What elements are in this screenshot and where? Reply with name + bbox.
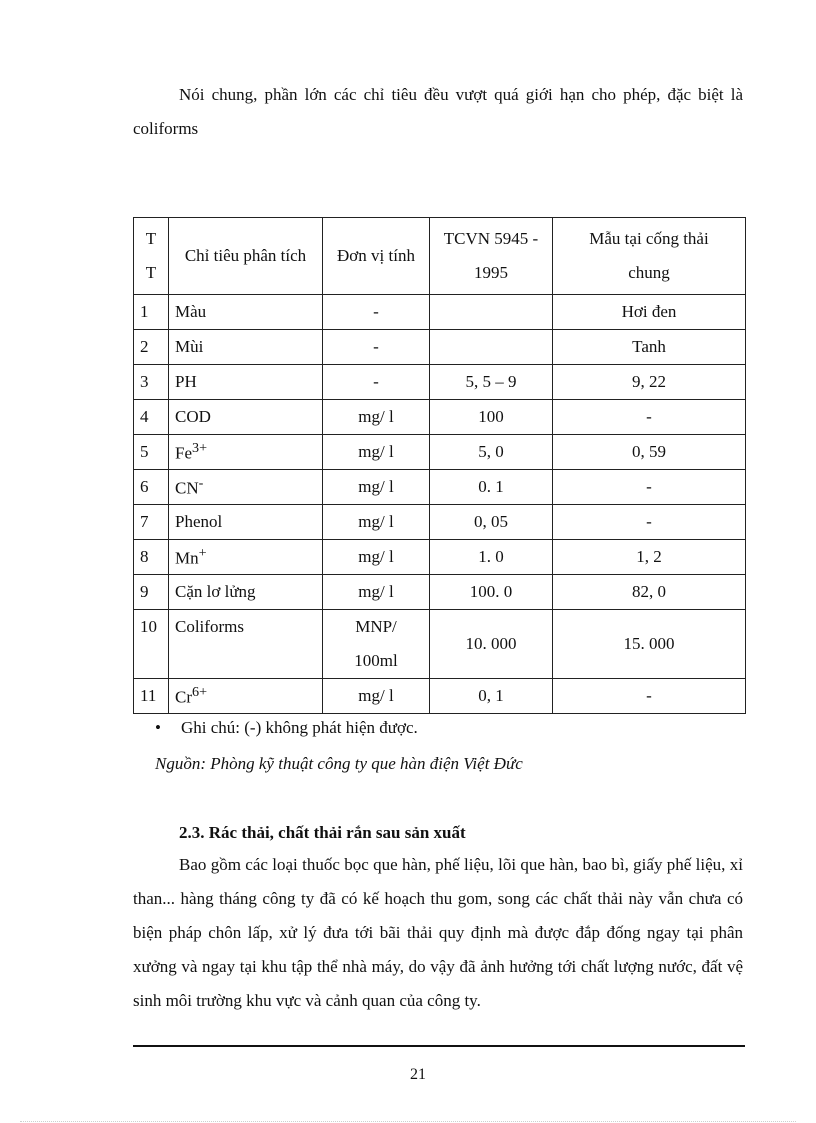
cell-unit: mg/ l	[323, 400, 430, 435]
cell-unit: mg/ l	[323, 505, 430, 540]
cell-standard: 100. 0	[430, 575, 553, 610]
cell-standard: 0. 1	[430, 470, 553, 505]
cell-indicator	[169, 470, 323, 505]
body-paragraph: Bao gồm các loại thuốc bọc que hàn, phế liệu, lõi que hàn, bao bì, giấy phế liệu, xỉ than... hàng tháng công ty đã có kế hoạch thu gom, song các chất thải này vẫn chưa có biện pháp chôn lấp, xử lý đưa tới bãi thải quy định mà được đắp đống ngay tại phân xưởng và ngay tại khu tập thể nhà máy, do vậy đã ảnh hưởng tới chất lượng nước, đất vệ sinh môi trường khu vực và cảnh quan của công ty.	[133, 855, 743, 1010]
cell-indicator: Coliforms	[169, 610, 323, 679]
cell-standard: 1. 0	[430, 540, 553, 575]
unit-line2: 100ml	[354, 651, 398, 670]
table-source: Nguồn: Phòng kỹ thuật công ty que hàn điện Việt Đức	[155, 754, 523, 773]
cell-sample: 1, 2	[553, 540, 746, 575]
cell-sample: 0, 59	[553, 435, 746, 470]
table-row	[134, 505, 746, 540]
cell-unit	[323, 610, 430, 679]
cell-standard: 10. 000	[430, 610, 553, 679]
cell-unit: mg/ l	[323, 470, 430, 505]
cell-no: 2	[134, 330, 169, 365]
cell-standard: 5, 0	[430, 435, 553, 470]
cell-indicator: Phenol	[169, 505, 323, 540]
cell-sample: 9, 22	[553, 365, 746, 400]
cell-no: 3	[134, 365, 169, 400]
cell-indicator	[169, 679, 323, 714]
cell-sample: Hơi đen	[553, 295, 746, 330]
section-heading: 2.3. Rác thải, chất thải rắn sau sản xuất	[179, 823, 466, 842]
table-row	[134, 435, 746, 470]
page-bottom-border	[20, 1121, 796, 1122]
indicator-superscript: +	[198, 545, 207, 562]
header-sample	[553, 218, 746, 295]
cell-indicator: PH	[169, 365, 323, 400]
header-standard	[430, 218, 553, 295]
note-text: Ghi chú: (-) không phát hiện được.	[181, 718, 418, 737]
table-row	[134, 365, 746, 400]
cell-sample: 15. 000	[553, 610, 746, 679]
cell-indicator: Mùi	[169, 330, 323, 365]
table-row	[134, 610, 746, 679]
indicator-superscript: -	[198, 475, 204, 492]
footer-divider	[133, 1045, 745, 1047]
table-row	[134, 575, 746, 610]
cell-standard: 0, 05	[430, 505, 553, 540]
cell-no: 1	[134, 295, 169, 330]
cell-no: 11	[134, 679, 169, 714]
cell-standard	[430, 295, 553, 330]
cell-no: 6	[134, 470, 169, 505]
header-tt-line2: T	[145, 263, 157, 282]
cell-standard: 5, 5 – 9	[430, 365, 553, 400]
cell-sample: -	[553, 400, 746, 435]
cell-no: 7	[134, 505, 169, 540]
cell-unit: -	[323, 295, 430, 330]
table-row	[134, 679, 746, 714]
indicator-text: Mn	[175, 548, 199, 568]
cell-no: 10	[134, 610, 169, 679]
page-number: 21	[410, 1066, 426, 1083]
unit-line1: MNP/	[355, 617, 397, 636]
cell-no: 9	[134, 575, 169, 610]
cell-sample: -	[553, 470, 746, 505]
cell-indicator: COD	[169, 400, 323, 435]
cell-standard: 100	[430, 400, 553, 435]
header-sample-line1: Mẫu tại cống thải	[589, 229, 709, 248]
indicator-superscript: 6+	[192, 684, 208, 701]
cell-indicator	[169, 435, 323, 470]
cell-indicator: Cặn lơ lửng	[169, 575, 323, 610]
header-tt	[134, 218, 169, 295]
cell-sample: -	[553, 505, 746, 540]
table-row	[134, 400, 746, 435]
table-note	[155, 714, 418, 742]
cell-unit: mg/ l	[323, 435, 430, 470]
table-row	[134, 540, 746, 575]
cell-no: 4	[134, 400, 169, 435]
header-unit: Đơn vị tính	[323, 218, 430, 295]
cell-no: 5	[134, 435, 169, 470]
cell-unit: -	[323, 365, 430, 400]
indicator-text: Fe	[175, 443, 192, 463]
table-row	[134, 295, 746, 330]
table-row	[134, 330, 746, 365]
cell-unit: mg/ l	[323, 679, 430, 714]
header-standard-line1: TCVN 5945 -	[443, 229, 539, 248]
cell-indicator	[169, 540, 323, 575]
cell-indicator: Màu	[169, 295, 323, 330]
table-header-row	[134, 218, 746, 295]
header-tt-line1: T	[145, 229, 157, 248]
bullet-icon: •	[155, 718, 161, 737]
cell-unit: -	[323, 330, 430, 365]
water-quality-table	[133, 217, 746, 714]
indicator-text: CN	[175, 478, 199, 498]
header-sample-line2: chung	[628, 263, 670, 282]
cell-sample: 82, 0	[553, 575, 746, 610]
header-indicator: Chỉ tiêu phân tích	[169, 218, 323, 295]
table-row	[134, 470, 746, 505]
cell-no: 8	[134, 540, 169, 575]
cell-standard	[430, 330, 553, 365]
cell-unit: mg/ l	[323, 540, 430, 575]
indicator-superscript: 3+	[192, 440, 208, 457]
intro-paragraph: Nói chung, phần lớn các chỉ tiêu đều vượt quá giới hạn cho phép, đặc biệt là coliforms	[133, 85, 743, 138]
cell-sample: Tanh	[553, 330, 746, 365]
cell-standard: 0, 1	[430, 679, 553, 714]
cell-unit: mg/ l	[323, 575, 430, 610]
header-standard-line2: 1995	[474, 263, 508, 282]
cell-sample: -	[553, 679, 746, 714]
indicator-text: Cr	[175, 687, 192, 707]
